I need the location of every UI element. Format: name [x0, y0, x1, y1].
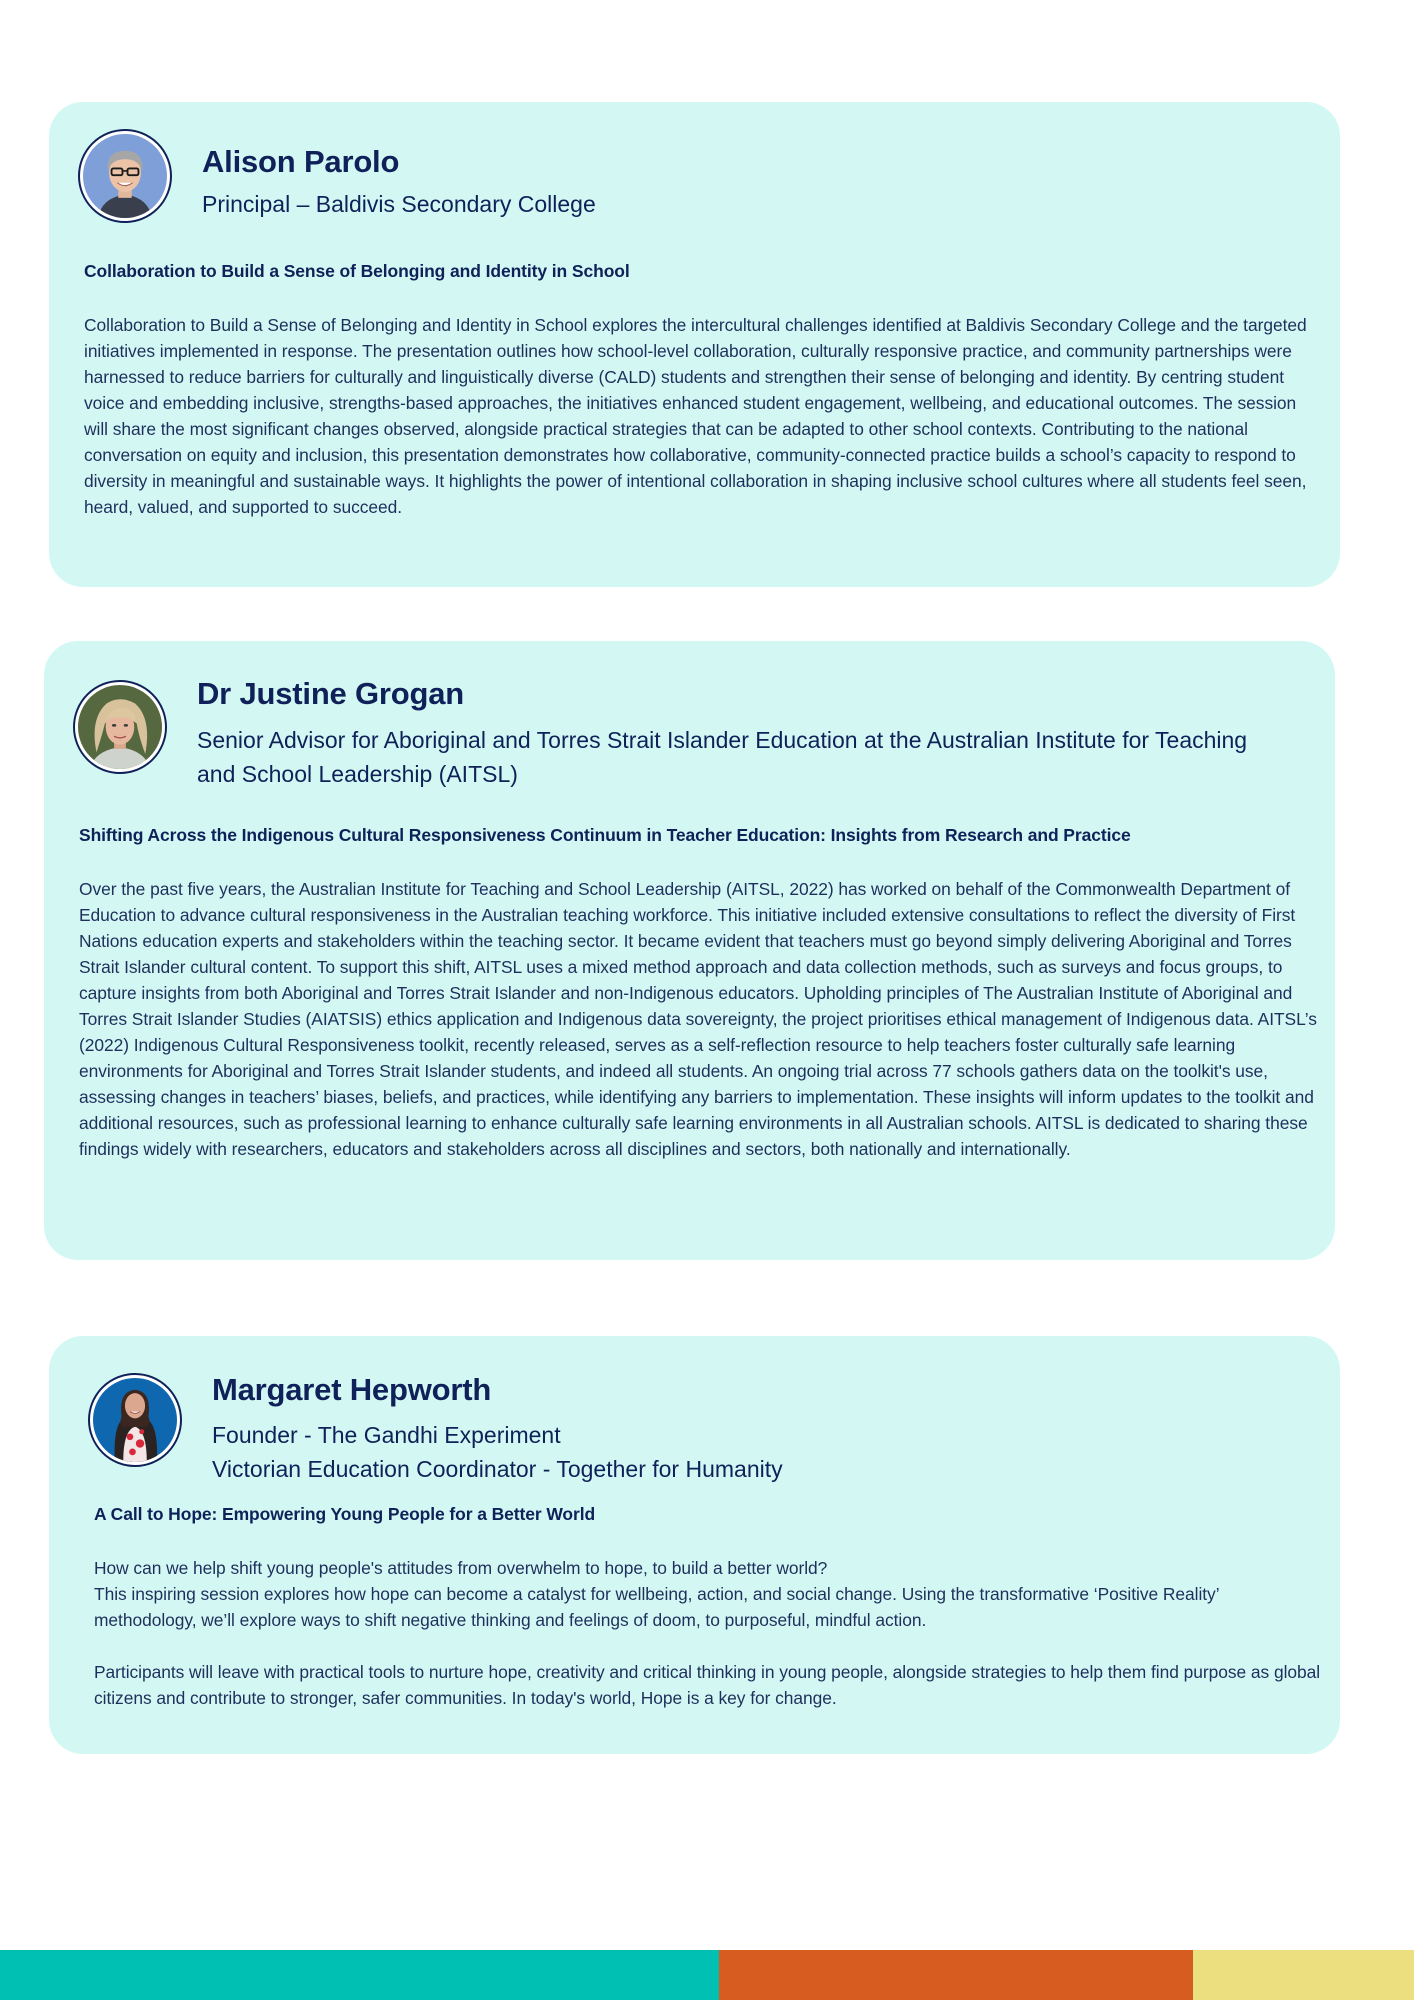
speaker-name: Margaret Hepworth [212, 1372, 492, 1407]
session-title: Shifting Across the Indigenous Cultural Responsiveness Continuum in Teacher Education: Insights from Research and Practice [79, 825, 1131, 845]
session-paragraph: Collaboration to Build a Sense of Belonging and Identity in School explores the intercultural challenges identified at Baldivis Secondary College and the targeted initiatives implemented in response. The presentation outlines how school-level collaboration, culturally responsive practice, and community partnerships were harnessed to reduce barriers for culturally and linguistically diverse (CALD) students and strengthen their sense of belonging and identity. By centring student voice and embedding inclusive, strengths-based approaches, the initiatives enhanced student engagement, wellbeing, and educational outcomes. The session will share the most significant changes observed, alongside practical strategies that can be adapted to other school contexts. Contributing to the national conversation on equity and inclusion, this presentation demonstrates how collaborative, community-connected practice builds a school’s capacity to respond to diversity in meaningful and sustainable ways. It highlights the power of intentional collaboration in shaping inclusive school cultures where all students feel seen, heard, valued, and supported to succeed. [84, 315, 1307, 517]
speaker-role-line: Victorian Education Coordinator - Together for Humanity [212, 1456, 783, 1482]
footer-color-bar [0, 1950, 1414, 2000]
avatar [78, 129, 172, 223]
speaker-role [212, 1418, 783, 1486]
speaker-card-justine-grogan [44, 641, 1335, 1260]
speaker-card-margaret-hepworth [49, 1336, 1340, 1754]
avatar [88, 1373, 182, 1467]
portrait-photo-icon [83, 134, 167, 218]
session-description [84, 312, 1324, 520]
session-title: Collaboration to Build a Sense of Belonging and Identity in School [84, 261, 630, 281]
speaker-role [197, 723, 1277, 791]
footer-segment-teal [0, 1950, 719, 2000]
session-title: A Call to Hope: Empowering Young People for a Better World [94, 1504, 596, 1524]
session-paragraph: Over the past five years, the Australian Institute for Teaching and School Leadership (AITSL, 2022) has worked on behalf of the Commonwealth Department of Education to advance cultural responsiveness in the Australian teaching workforce. This initiative included extensive consultations to reflect the diversity of First Nations education experts and stakeholders within the teaching sector. It became evident that teachers must go beyond simply delivering Aboriginal and Torres Strait Islander cultural content. To support this shift, AITSL uses a mixed method approach and data collection methods, such as surveys and focus groups, to capture insights from both Aboriginal and Torres Strait Islander and non-Indigenous educators. Upholding principles of The Australian Institute of Aboriginal and Torres Strait Islander Studies (AIATSIS) ethics application and Indigenous data sovereignty, the project prioritises ethical management of Indigenous data. AITSL’s (2022) Indigenous Cultural Responsiveness toolkit, recently released, serves as a self-reflection resource to help teachers foster culturally safe learning environments for Aboriginal and Torres Strait Islander students, and indeed all students. An ongoing trial across 77 schools gathers data on the toolkit's use, assessing changes in teachers’ biases, beliefs, and practices, while identifying any barriers to implementation. These insights will inform updates to the toolkit and additional resources, such as professional learning to enhance culturally safe learning environments in all Australian schools. AITSL is dedicated to sharing these findings widely with researchers, educators and stakeholders across all disciplines and sectors, both nationally and internationally. [79, 879, 1317, 1159]
speaker-card-alison-parolo [49, 102, 1340, 587]
session-paragraph: How can we help shift young people's attitudes from overwhelm to hope, to build a better world? [94, 1558, 828, 1578]
speaker-role-line: Principal – Baldivis Secondary College [202, 191, 596, 217]
speaker-role-line: Founder - The Gandhi Experiment [212, 1422, 561, 1448]
portrait-photo-icon [93, 1378, 177, 1462]
footer-segment-orange [719, 1950, 1193, 2000]
session-paragraph: Participants will leave with practical tools to nurture hope, creativity and critical thinking in young people, alongside strategies to help them find purpose as global citizens and contribute to stronger, safer communities. In today's world, Hope is a key for change. [94, 1662, 1321, 1708]
speaker-name: Dr Justine Grogan [197, 676, 465, 711]
speaker-role [202, 187, 596, 221]
session-description [94, 1555, 1324, 1711]
footer-segment-yellow [1193, 1950, 1414, 2000]
speaker-name: Alison Parolo [202, 144, 400, 179]
session-description [79, 876, 1319, 1162]
session-paragraph: This inspiring session explores how hope can become a catalyst for wellbeing, action, and social change. Using the transformative ‘Positive Reality’ methodology, we’ll explore ways to shift negative thinking and feelings of doom, to purposeful, mindful action. [94, 1584, 1219, 1630]
speaker-role-line: Senior Advisor for Aboriginal and Torres Strait Islander Education at the Australian Institute for Teaching and School Leadership (AITSL) [197, 727, 1248, 787]
portrait-photo-icon [78, 685, 162, 769]
avatar [73, 680, 167, 774]
